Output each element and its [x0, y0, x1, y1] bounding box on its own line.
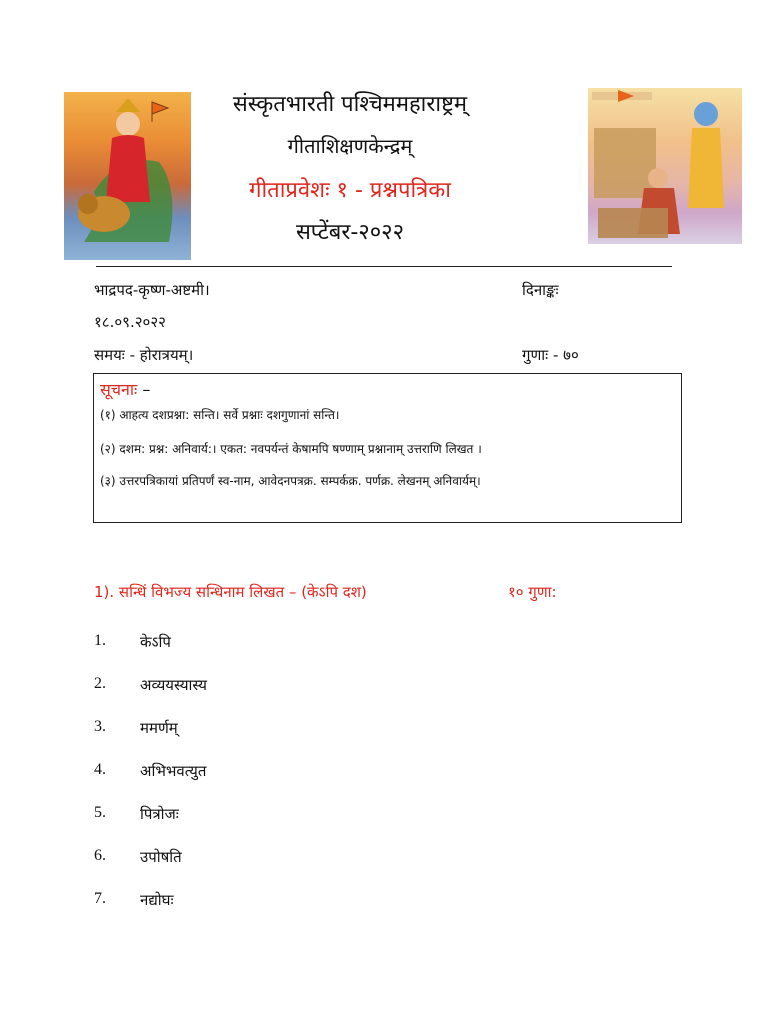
date-value: १८.०९.२०२२ [94, 313, 166, 331]
list-item: अव्ययस्यास्य [140, 676, 207, 694]
exam-month: सप्टेंबर-२०२२ [295, 220, 405, 245]
list-item-number: 4. [94, 761, 106, 778]
total-marks: गुणाः - ७० [522, 346, 579, 364]
list-item: ममर्णम् [140, 719, 178, 737]
list-item-number: 1. [94, 632, 106, 649]
list-item-number: 3. [94, 718, 106, 735]
tithi-text: भाद्रपद-कृष्ण-अष्टमी। [94, 281, 210, 299]
list-item: नद्योघः [140, 891, 174, 909]
time-text: समयः - होरात्रयम्। [94, 346, 194, 364]
list-item: पित्रोजः [140, 805, 179, 823]
centre-title: गीताशिक्षणकेन्द्रम् [287, 134, 413, 158]
list-item: केऽपि [140, 633, 171, 651]
question-1-title: 1). सन्धिं विभज्य सन्धिनाम लिखत – (केऽपि दश) १० गुणा: [94, 583, 557, 601]
instructions-title: सूचनाः – [100, 380, 151, 399]
date-label: दिनाङ्कः [522, 281, 559, 299]
list-item: उपोषति [140, 848, 182, 866]
list-item-number: 7. [94, 890, 106, 907]
gita-upadesh-image [588, 88, 742, 244]
instruction-item: (२) दशम: प्रश्न: अनिवार्य:। एकत: नवपर्यन्तं केषामपि षण्णाम् प्रश्नानाम् उत्तराणि लिखत । [100, 442, 482, 456]
list-item-number: 2. [94, 675, 106, 692]
org-title: संस्कृतभारती पश्चिममहाराष्ट्रम् [232, 92, 468, 117]
header-divider [96, 266, 672, 267]
instruction-item: (३) उत्तरपत्रिकायां प्रतिपर्णं स्व-नाम, आवेदनपत्रक्र. सम्पर्कक्र. पर्णक्र. लेखनम् अनिवार्यम्। [100, 474, 481, 488]
list-item-number: 6. [94, 847, 106, 864]
question-1-marks: १० गुणा: [508, 583, 557, 601]
list-item: अभिभवत्युत [140, 762, 207, 780]
instruction-item: (१) आहत्य दशप्रश्ना: सन्ति। सर्वे प्रश्नाः दशगुणानां सन्ति। [100, 408, 340, 422]
list-item-number: 5. [94, 804, 106, 821]
exam-title: गीताप्रवेशः १ - प्रश्नपत्रिका [249, 178, 451, 203]
